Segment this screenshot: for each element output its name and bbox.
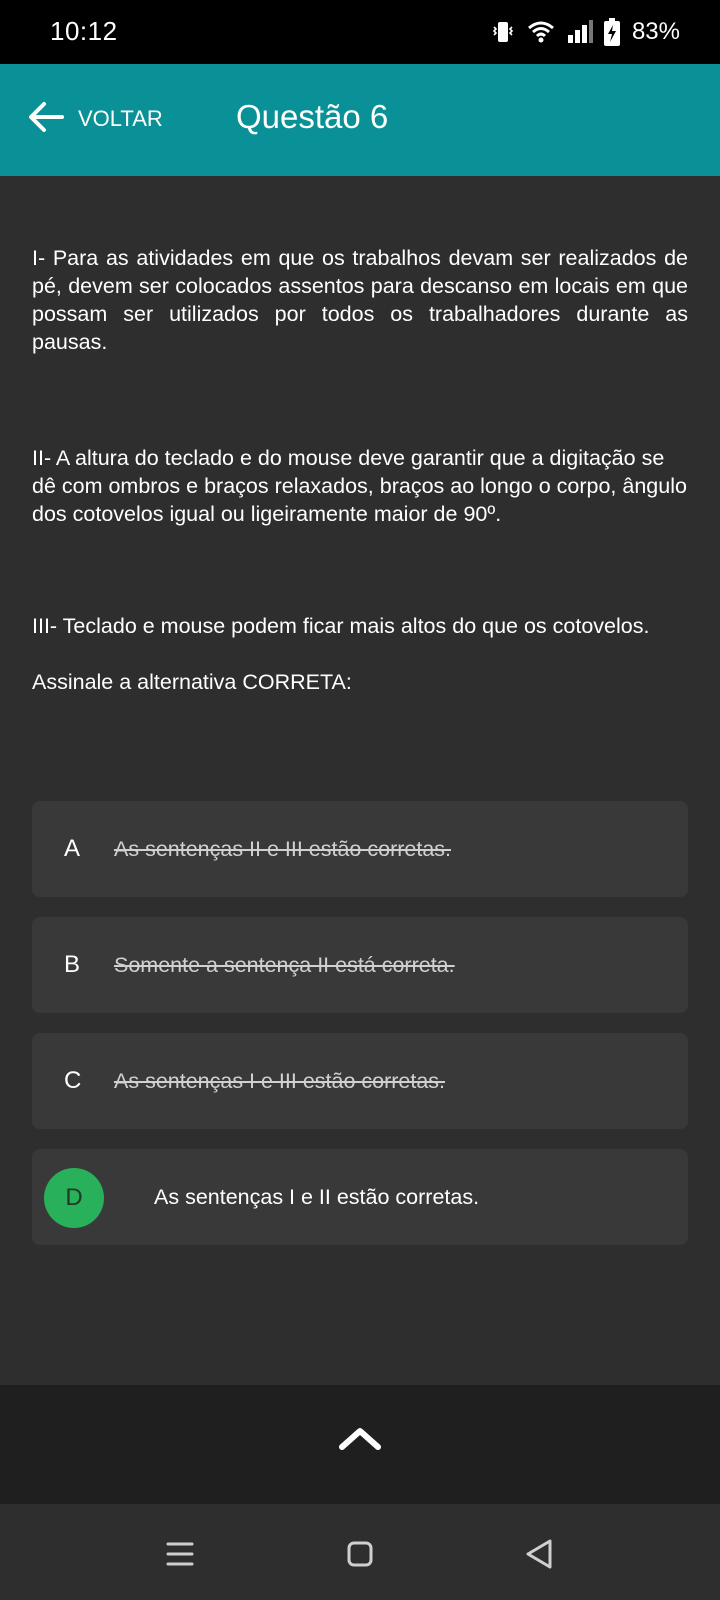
option-text: As sentenças II e III estão corretas. [114,837,451,861]
recents-button[interactable] [160,1534,200,1574]
page-title: Questão 6 [236,98,389,135]
arrow-left-icon [28,101,64,138]
status-bar [0,0,720,64]
option-letter: A [64,835,81,862]
statement-2: II- A altura do teclado e do mouse deve garantir que a digitação se dê com ombros e braços relaxados, braços ao longo o corpo, ângulo dos cotovelos igual ou ligeiramente maior de 90º. [32,446,687,526]
option-d[interactable] [32,1149,688,1245]
status-time: 10:12 [50,16,118,46]
recents-icon [160,1561,200,1578]
battery-level: 83% [631,18,680,45]
option-selected-badge: D [44,1168,104,1228]
option-letter: C [64,1067,82,1094]
home-icon [340,1561,380,1578]
bottom-panel [0,1385,720,1504]
back-label: VOLTAR [78,106,163,131]
system-back-button[interactable] [520,1534,560,1574]
vibrate-icon [490,19,516,45]
back-button[interactable] [28,94,163,144]
wifi-icon [526,19,556,45]
option-text: Somente a sentença II está correta. [114,953,455,977]
statement-3: III- Teclado e mouse podem ficar mais altos do que os cotovelos. [32,614,650,638]
option-a[interactable] [32,801,688,897]
option-b[interactable] [32,917,688,1013]
option-letter: B [64,951,81,978]
chevron-up-icon [330,1450,390,1467]
status-icons [490,14,680,50]
answer-options [32,801,688,1265]
question-prompt: Assinale a alternativa CORRETA: [32,670,352,694]
back-icon [520,1561,560,1578]
option-text: As sentenças I e II estão corretas. [154,1185,480,1209]
home-button[interactable] [340,1534,380,1574]
option-c[interactable] [32,1033,688,1129]
app-header [0,64,720,176]
system-nav-bar [0,1504,720,1600]
option-text: As sentenças I e III estão corretas. [114,1069,446,1093]
expand-button[interactable] [330,1413,390,1463]
statement-1: I- Para as atividades em que os trabalhos devam ser realizados de pé, devem ser colocados assentos para descanso em locais em que possam ser utilizados por todos os trabalhadores durante as pausas. [32,246,688,354]
signal-icon [566,19,594,45]
battery-charging-icon [604,18,620,46]
